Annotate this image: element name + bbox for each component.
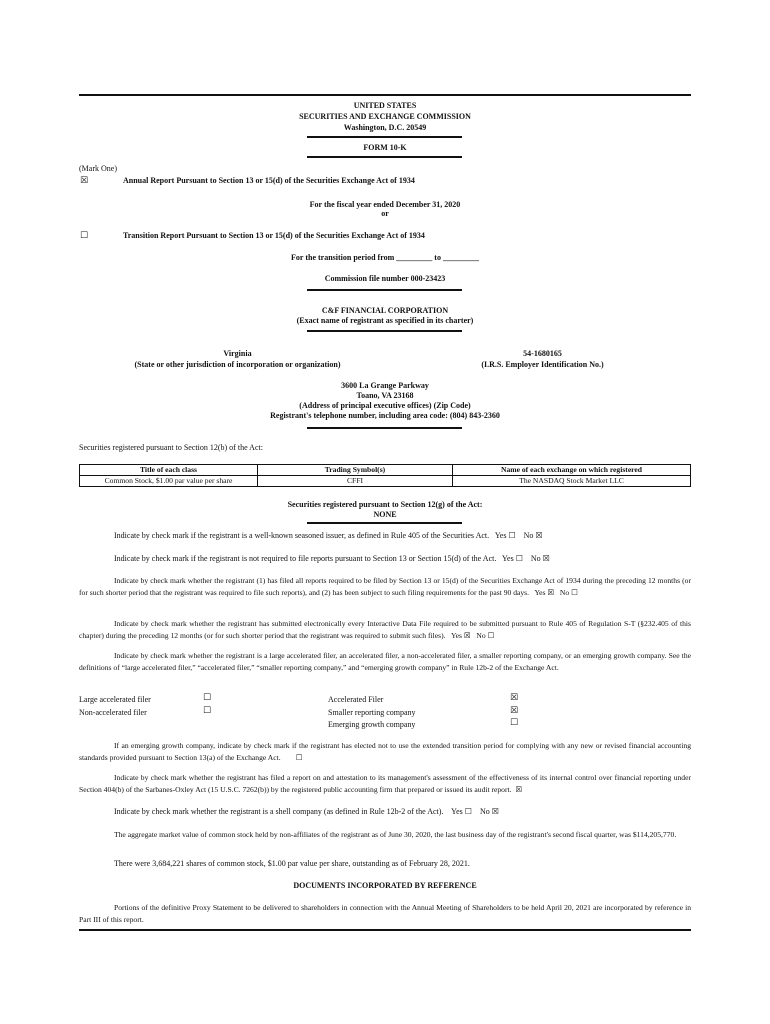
filed-all-question	[79, 575, 691, 598]
wksi-yes[interactable]: Yes ☐	[494, 531, 516, 540]
registrant-name-caption: (Exact name of registrant as specified in its charter)	[296, 316, 474, 325]
section-12g-label: Securities registered pursuant to Section 12(g) of the Act:	[287, 500, 483, 509]
annual-label: Annual Report Pursuant to Section 13 or 15(d) of the Securities Exchange Act of 1934	[123, 176, 415, 185]
address-line1: 3600 La Grange Parkway	[341, 381, 429, 390]
not-required-text: Indicate by check mark if the registrant is not required to file reports pursuant to Section 13 or Section 15(d) of the Act.	[114, 554, 497, 563]
section-12b-label: Securities registered pursuant to Section 12(b) of the Act:	[79, 443, 263, 452]
cell-symbol: CFFI	[258, 476, 453, 487]
shell-no[interactable]: No ☒	[479, 807, 499, 816]
accelerated-label: Accelerated Filer	[328, 695, 384, 704]
form-title: FORM 10-K	[363, 143, 407, 152]
icfr-text: Indicate by check mark whether the registrant has filed a report on and attestation to its management's assessment of the effectiveness of its internal control over financial reporting under Section 404(b) of the Sarbanes-Oxley Act (15 U.S.C. 7262(b)) by the registered public accounting firm that prepared or issued its audit report.	[79, 773, 691, 794]
form-rule	[307, 156, 462, 158]
accelerated-checkbox[interactable]: ☒	[510, 693, 519, 703]
header-line1: UNITED STATES	[353, 101, 417, 110]
ein-caption: (I.R.S. Employer Identification No.)	[481, 360, 604, 369]
emerging-growth-checkbox[interactable]: ☐	[510, 718, 519, 728]
header-line3: Washington, D.C. 20549	[343, 123, 427, 132]
shell-yes[interactable]: Yes ☐	[451, 807, 472, 816]
not-required-question	[114, 553, 691, 564]
mark-one: (Mark One)	[79, 164, 117, 173]
shares-outstanding: There were 3,684,221 shares of common stock, $1.00 par value per share, outstanding as of February 28, 2021.	[114, 859, 470, 868]
registrant-name: C&F FINANCIAL CORPORATION	[321, 306, 449, 315]
wksi-question	[114, 530, 691, 541]
ein: 54-1680165	[523, 349, 562, 358]
state-caption: (State or other jurisdiction of incorporation or organization)	[134, 360, 341, 369]
emerging-growth-label: Emerging growth company	[328, 720, 416, 729]
annual-checkbox[interactable]: ☒	[80, 176, 89, 186]
section-12g-rule	[307, 522, 462, 524]
wksi-no[interactable]: No ☒	[523, 531, 543, 540]
cell-title: Common Stock, $1.00 par value per share	[80, 476, 258, 487]
or-text: or	[381, 209, 389, 218]
shell-question	[114, 806, 691, 817]
col-title-header: Title of each class	[80, 465, 258, 476]
top-rule	[79, 94, 691, 96]
filed-all-text: Indicate by check mark whether the registrant (1) has filed all reports required to be filed by Section 13 or 15(d) of the Securities Exchange Act of 1934 during the preceding 12 months (or for such shorter period that the registrant was required to file such reports), and (2) has been subject to such filing requirements for the past 90 days.	[79, 576, 691, 597]
table-row	[80, 476, 691, 487]
header-rule	[307, 136, 462, 138]
large-filer-checkbox[interactable]: ☐	[203, 693, 212, 703]
fiscal-year: For the fiscal year ended December 31, 2020	[309, 200, 461, 209]
smaller-reporting-label: Smaller reporting company	[328, 708, 416, 717]
securities-table	[79, 464, 691, 487]
interactive-question	[79, 618, 691, 641]
egc-checkbox[interactable]: ☐	[295, 752, 303, 762]
egc-text: If an emerging growth company, indicate by check mark if the registrant has elected not to use the extended transition period for complying with any new or revised financial accounting standards provided pursuant to Section 13(a) of the Exchange Act.	[79, 741, 691, 762]
bottom-rule	[79, 929, 691, 931]
interactive-yes[interactable]: Yes ☒	[450, 630, 471, 640]
docs-text: Portions of the definitive Proxy Statement to be delivered to shareholders in connection with the Annual Meeting of Shareholders to be held April 20, 2021 are incorporated by reference in Part III of this report.	[79, 903, 691, 924]
filed-all-yes[interactable]: Yes ☒	[534, 587, 555, 597]
address-rule	[307, 427, 462, 429]
telephone: Registrant's telephone number, including area code: (804) 843-2360	[270, 411, 500, 420]
wksi-text: Indicate by check mark if the registrant is a well-known seasoned issuer, as defined in Rule 405 of the Securities Act.	[114, 531, 490, 540]
non-accelerated-label: Non-accelerated filer	[79, 708, 147, 717]
not-required-no[interactable]: No ☒	[530, 554, 550, 563]
transition-label: Transition Report Pursuant to Section 13 or 15(d) of the Securities Exchange Act of 1934	[123, 231, 425, 240]
interactive-no[interactable]: No ☐	[476, 630, 495, 640]
not-required-yes[interactable]: Yes ☐	[502, 554, 523, 563]
col-exchange-header: Name of each exchange on which registered	[453, 465, 691, 476]
table-header-row	[80, 465, 691, 476]
address-caption: (Address of principal executive offices) (Zip Code)	[299, 401, 471, 410]
egc-question	[79, 740, 691, 763]
transition-period: For the transition period from _________ to _________	[291, 253, 479, 262]
commission-rule	[307, 289, 462, 291]
large-filer-label: Large accelerated filer	[79, 695, 151, 704]
filer-type-question: Indicate by check mark whether the registrant is a large accelerated filer, an accelerated filer, a non-accelerated filer, a smaller reporting company, or an emerging growth company. See the definitions of “large accelerated filer,” “accelerated filer,” “smaller reporting company,” and “emerging growth company” in Rule 12b-2 of the Exchange Act.	[79, 651, 691, 672]
registrant-rule	[307, 330, 462, 332]
state: Virginia	[223, 349, 252, 358]
section-12g-value: NONE	[373, 510, 397, 519]
smaller-reporting-checkbox[interactable]: ☒	[510, 706, 519, 716]
filed-all-no[interactable]: No ☐	[559, 587, 578, 597]
icfr-checkbox[interactable]: ☒	[515, 784, 523, 794]
commission-file: Commission file number 000-23423	[324, 274, 446, 283]
market-value: The aggregate market value of common stock held by non-affiliates of the registrant as of June 30, 2020, the last business day of the registrant's second fiscal quarter, was $114,205,770.	[114, 830, 677, 839]
address-line2: Toano, VA 23168	[356, 391, 414, 400]
transition-checkbox[interactable]: ☐	[80, 231, 89, 241]
shell-text: Indicate by check mark whether the registrant is a shell company (as defined in Rule 12b-2 of the Act).	[114, 807, 444, 816]
docs-heading: DOCUMENTS INCORPORATED BY REFERENCE	[293, 881, 477, 890]
icfr-question	[79, 772, 691, 795]
non-accelerated-checkbox[interactable]: ☐	[203, 706, 212, 716]
interactive-text: Indicate by check mark whether the registrant has submitted electronically every Interactive Data File required to be submitted pursuant to Rule 405 of Regulation S-T (§232.405 of this chapter) during the preceding 12 months (or for such shorter period that the registrant was required to submit such files).	[79, 619, 691, 640]
col-symbol-header: Trading Symbol(s)	[258, 465, 453, 476]
header-line2: SECURITIES AND EXCHANGE COMMISSION	[299, 112, 471, 121]
cell-exchange: The NASDAQ Stock Market LLC	[453, 476, 691, 487]
